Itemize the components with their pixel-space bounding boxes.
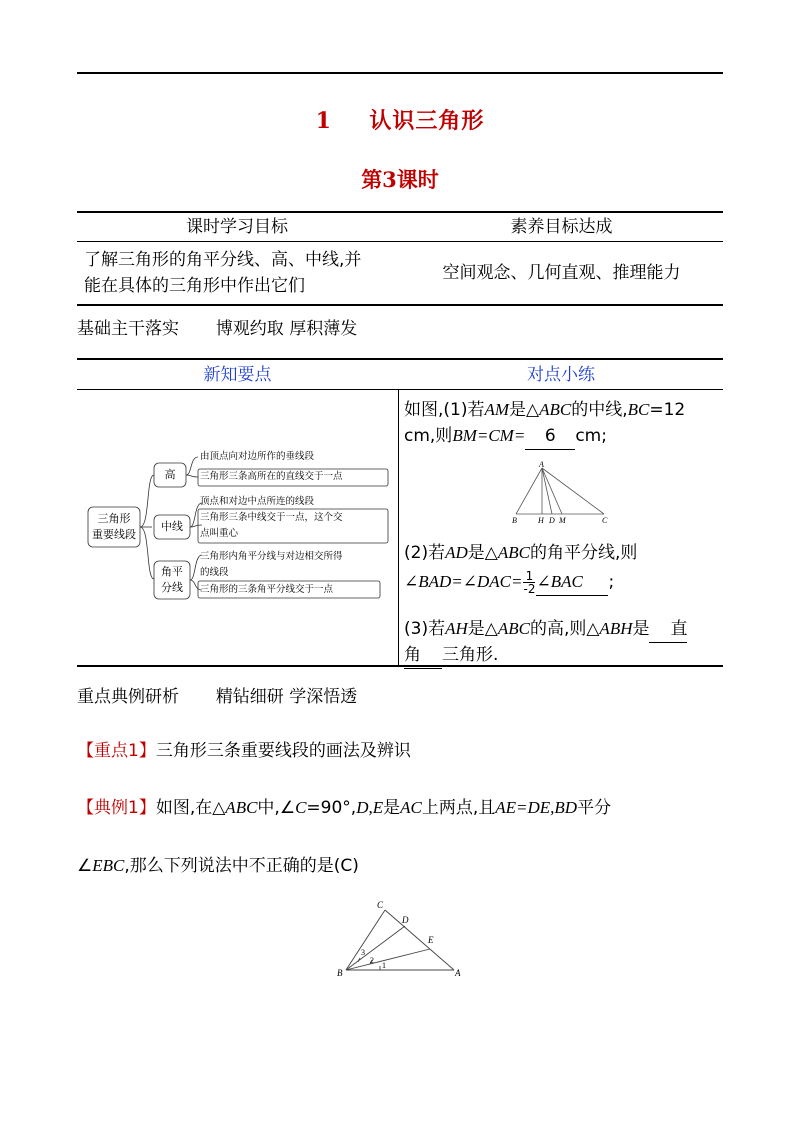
example-l1-c: C	[295, 798, 307, 817]
q2-expr: ∠BAD=∠DAC=	[404, 572, 523, 591]
practice-q2-line2	[404, 569, 614, 596]
ktable-header-border	[77, 389, 723, 390]
example-triangle-figure	[330, 896, 475, 982]
mindmap-bisector-line2: 分线	[161, 581, 183, 594]
ktable-top-border	[77, 358, 723, 360]
q2-prefix: (2)若	[404, 543, 446, 563]
q2-answer: ∠BAC	[536, 569, 608, 596]
fig1-label-h: H	[538, 516, 544, 525]
q3-var: AH	[445, 619, 468, 638]
objectives-col1-header: 课时学习目标	[186, 217, 288, 237]
table-top-border	[77, 211, 723, 213]
mindmap-branch-bisector	[154, 564, 190, 596]
mindmap-height-note2: 三角形三条高所在的直线交于一点	[200, 471, 343, 482]
mindmap-median-note3: 点叫重心	[200, 528, 239, 539]
practice-q3-line1	[404, 616, 687, 643]
q3-answer-part2: 角	[404, 642, 442, 669]
section2-heading	[77, 684, 357, 710]
page-title	[0, 104, 800, 135]
q3-mid: 是	[467, 619, 485, 639]
fig1-label-d: D	[549, 516, 555, 525]
example-tag: 【典例1】	[77, 798, 156, 818]
q2-mid: 是	[467, 543, 485, 563]
q2-var: AD	[445, 543, 468, 562]
q3-prefix: (3)若	[404, 619, 446, 639]
key-point	[77, 738, 411, 764]
example-l2-a: ∠	[77, 856, 93, 876]
practice-q1-line1	[404, 397, 685, 423]
ktable-bottom-border	[77, 665, 723, 667]
section1-title: 基础主干落实	[77, 319, 179, 339]
mindmap-root-line2: 重要线段	[92, 528, 136, 541]
q1-prefix: 如图,(1)若	[404, 400, 485, 420]
fig1-label-c: C	[602, 516, 608, 525]
q3-triangle2: △ABH	[586, 619, 633, 638]
q3-answer-part1: 直	[649, 616, 687, 643]
q2-end: ;	[608, 572, 615, 592]
q1-mid: 是	[509, 400, 527, 420]
objectives-col1-line1: 了解三角形的角平分线、高、中线,并	[84, 250, 362, 270]
q1-triangle: △ABC	[526, 400, 572, 419]
table-bottom-border	[77, 304, 723, 306]
section1-heading	[77, 316, 357, 342]
practice-q1-line2	[404, 423, 607, 450]
q2-suffix: 的角平分线,则	[529, 543, 638, 563]
title-text: 认识三角形	[369, 108, 485, 134]
top-rule	[77, 72, 723, 74]
example-l1-d: =90°,	[306, 798, 357, 818]
fig2-label-e: E	[428, 935, 434, 945]
example-l1-triangle: △ABC	[212, 798, 258, 817]
q1-eq: =12	[649, 400, 686, 420]
fig1-label-a: A	[539, 460, 544, 469]
q1-text2: 的中线,	[571, 400, 628, 420]
q3-text2: 的高,则	[529, 619, 587, 639]
objectives-col2-header: 素养目标达成	[510, 217, 613, 237]
q1-answer: 6	[525, 423, 575, 450]
mindmap-bisector-note2: 的线段	[200, 567, 229, 578]
ktable-col1-header: 新知要点	[203, 365, 272, 385]
mindmap-branch-median: 中线	[161, 520, 183, 533]
example-l1-f: 是	[383, 798, 401, 818]
mindmap-branch-height: 高	[164, 468, 176, 481]
q2-fraction	[523, 570, 535, 595]
fig2-label-1: 1	[382, 961, 386, 970]
mindmap-bisector-note1: 三角形内角平分线与对边相交所得	[200, 551, 343, 562]
mindmap-median-note2: 三角形三条中线交于一点，这个交	[200, 512, 343, 523]
title-number: 1	[315, 108, 332, 134]
fig2-label-3: 3	[361, 948, 365, 957]
q1-line2-prefix: cm,则	[404, 426, 453, 446]
fig2-label-2: 2	[370, 956, 374, 965]
q2-triangle: △ABC	[484, 543, 530, 562]
mindmap-height-note1: 由顶点向对边所作的垂线段	[200, 451, 315, 462]
practice-triangle-figure	[508, 460, 618, 526]
example-line1	[77, 795, 611, 821]
fig2-label-a: A	[455, 968, 461, 978]
objectives-col1-line2: 能在具体的三角形中作出它们	[84, 276, 305, 296]
q3-text3: 是	[632, 619, 650, 639]
example-l1-b: 中,∠	[257, 798, 296, 818]
fig2-label-c: C	[377, 900, 384, 910]
q3-end: 三角形.	[442, 645, 499, 665]
practice-q2-line1	[404, 540, 637, 566]
example-l1-h: 上两点,且	[421, 798, 496, 818]
fig1-label-m: M	[559, 516, 566, 525]
q1-var2: BC	[627, 400, 650, 419]
ktable-col2-header: 对点小练	[527, 365, 595, 385]
mindmap-bisector-line1: 角平	[161, 565, 183, 578]
mindmap-root-line1: 三角形	[97, 512, 131, 525]
q2-frac-den: -2	[523, 581, 536, 596]
mindmap-root-label	[86, 511, 142, 543]
q1-expr: BM=CM=	[452, 426, 526, 445]
q2-frac-num: 1	[523, 570, 535, 583]
section2-title: 重点典例研析	[77, 687, 179, 707]
ktable-divider	[398, 389, 399, 666]
example-l1-g: AC	[400, 798, 422, 817]
q3-triangle: △ABC	[484, 619, 530, 638]
q1-var1: AM	[484, 400, 510, 419]
objectives-col2-text: 空间观念、几何直观、推理能力	[442, 263, 681, 283]
mindmap-median-note1: 顶点和对边中点所连的线段	[200, 496, 315, 507]
fig1-label-b: B	[512, 516, 517, 525]
page-subtitle: 第3课时	[361, 167, 439, 192]
q1-unit: cm;	[575, 426, 607, 446]
example-l1-i: AE=DE,BD	[495, 798, 578, 817]
example-l2-b: EBC	[92, 856, 125, 875]
section2-motto: 精钻细研 学深悟透	[215, 687, 358, 707]
practice-q3-line2	[404, 642, 498, 669]
example-l1-j: 平分	[577, 798, 612, 818]
table-header-border	[77, 241, 723, 242]
key-point-tag: 【重点1】	[77, 741, 156, 761]
key-point-text: 三角形三条重要线段的画法及辨识	[155, 741, 411, 761]
fig2-label-d: D	[402, 915, 409, 925]
section1-motto: 博观约取 厚积薄发	[215, 319, 358, 339]
example-l2-c: ,那么下列说法中不正确的是(C)	[124, 856, 359, 876]
example-line2	[77, 853, 359, 879]
example-l1-e: D,E	[356, 798, 384, 817]
fig2-label-b: B	[337, 968, 343, 978]
mindmap-bisector-note3: 三角形的三条角平分线交于一点	[200, 584, 334, 595]
example-l1-a: 如图,在	[155, 798, 213, 818]
